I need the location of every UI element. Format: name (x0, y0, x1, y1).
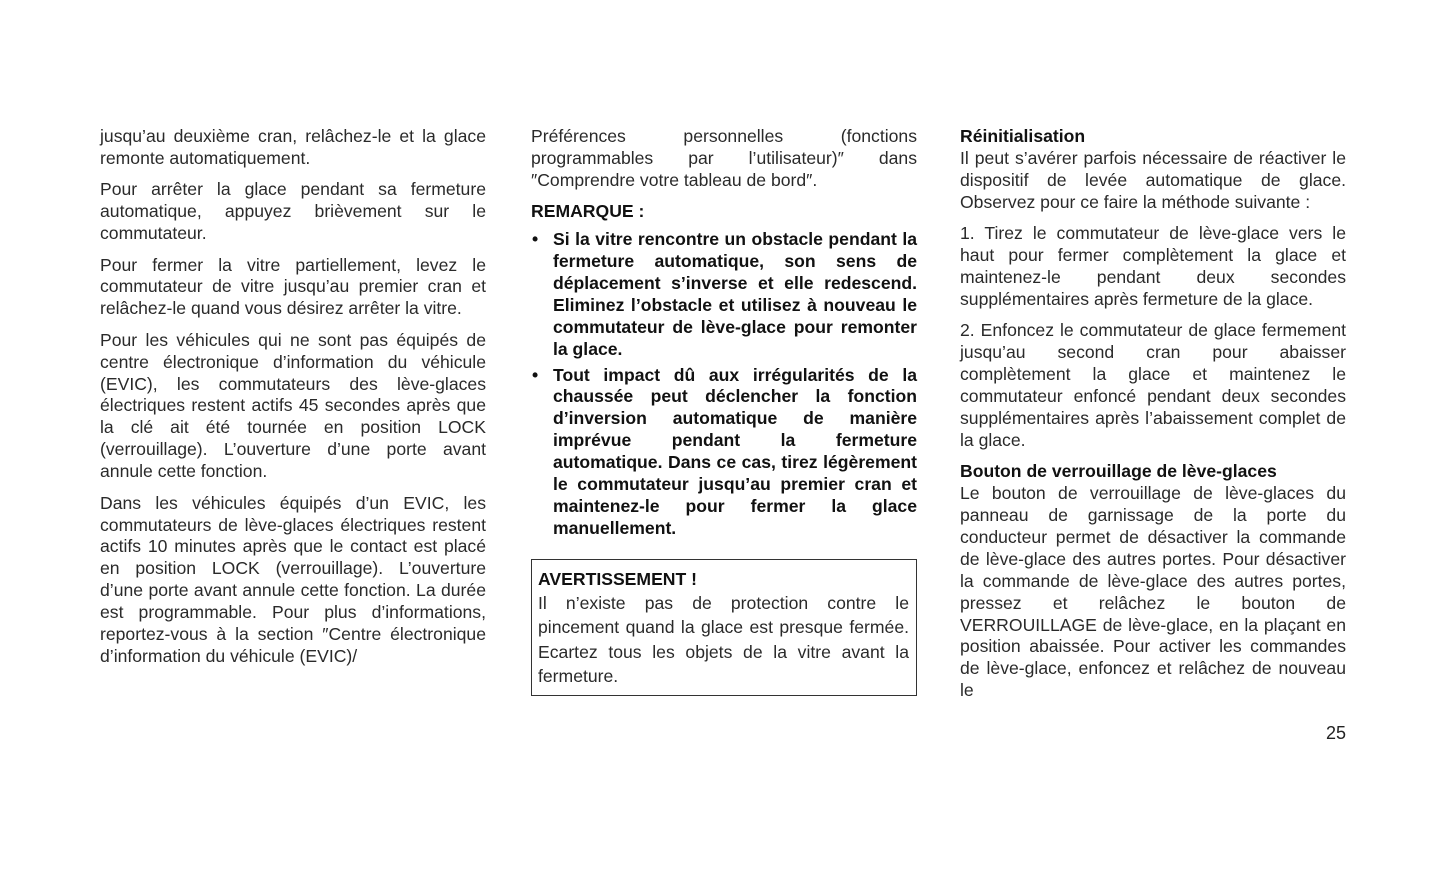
paragraph: Pour arrêter la glace pendant sa fermeture automatique, appuyez brièvement sur le commutateur. (100, 179, 486, 244)
list-item (531, 229, 917, 360)
paragraph: jusqu’au deuxième cran, relâchez-le et la glace remonte automatiquement. (100, 126, 486, 168)
warning-title: AVERTISSEMENT ! (538, 568, 698, 589)
list-item-text: Si la vitre rencontre un obstacle pendant la fermeture automatique, son sens de déplacement s’inverse et elle redescend. Eliminez l’obstacle et utilisez à nouveau le commutateur de lève-glace pour remonter la glace. (553, 229, 917, 359)
warning-box (531, 559, 917, 696)
page-number: 25 (1325, 723, 1346, 743)
paragraph: Dans les véhicules équipés d’un EVIC, les commutateurs de lève-glaces électriques restent actifs 10 minutes après que le contact est placé en position LOCK (verrouillage). L’ouverture d’une porte avant annule cette fonction. La durée est programmable. Pour plus d’informations, reportez-vous à la section ″Centre électronique d’information du véhicule (EVIC)/ (100, 492, 486, 666)
paragraph: Pour fermer la vitre partiellement, levez le commutateur de vitre jusqu’au premier cran et relâchez-le quand vous désirez arrêter la vitre. (100, 254, 486, 319)
list-item (531, 365, 917, 540)
middle-column (531, 126, 917, 696)
step-item: 1. Tirez le commutateur de lève-glace vers le haut pour fermer complètement la glace et maintenez-le pendant deux secondes supplémentaires après fermeture de la glace. (960, 223, 1346, 309)
right-column (960, 126, 1346, 712)
paragraph: Pour les véhicules qui ne sont pas équipés de centre électronique d’information du véhicule (EVIC), les commutateurs des lève-glaces électriques restent actifs 45 secondes après que la clé ait été tournée en position LOCK (verrouillage). L’ouverture d’une porte avant annule cette fonction. (100, 329, 486, 482)
warning-text: Il n’existe pas de protection contre le pincement quand la glace est presque fermée. Ecartez tous les objets de la vitre avant la fermeture. (538, 592, 909, 687)
bullet-icon: • (532, 364, 539, 385)
paragraph: Préférences personnelles (fonctions programmables par l’utilisateur)″ dans ″Comprendre votre tableau de bord″. (531, 126, 917, 190)
section-heading-reset: Réinitialisation (960, 126, 1086, 146)
left-column (100, 126, 486, 677)
step-item: 2. Enfoncez le commutateur de glace fermement jusqu’au second cran pour abaisser complètement la glace et maintenez le commutateur enfoncé pendant deux secondes supplémentaires après l’abaissement complet de la glace. (960, 320, 1346, 450)
bullet-icon: • (532, 229, 539, 250)
paragraph: Il peut s’avérer parfois nécessaire de réactiver le dispositif de levée automatique de glace. Observez pour ce faire la méthode suivante : (960, 147, 1346, 212)
paragraph: Le bouton de verrouillage de lève-glaces du panneau de garnissage de la porte du conducteur permet de désactiver la commande de lève-glace des autres portes. Pour désactiver la commande de lève-glace des autres portes, pressez et relâchez le bouton de VERROUILLAGE de lève-glace, en la plaçant en position abaissée. Pour activer les commandes de lève-glace, enfoncez et relâchez de nouveau le (960, 483, 1346, 701)
remark-list (531, 229, 917, 540)
list-item-text: Tout impact dû aux irrégularités de la chaussée peut déclencher la fonction d’inversion automatique de manière imprévue pendant la fermeture automatique. Dans ce cas, tirez légèrement le commutateur jusqu’au premier cran et maintenez-le pour fermer la glace manuellement. (553, 364, 917, 538)
section-heading-lock: Bouton de verrouillage de lève-glaces (960, 461, 1277, 482)
remark-title: REMARQUE : (531, 201, 645, 222)
